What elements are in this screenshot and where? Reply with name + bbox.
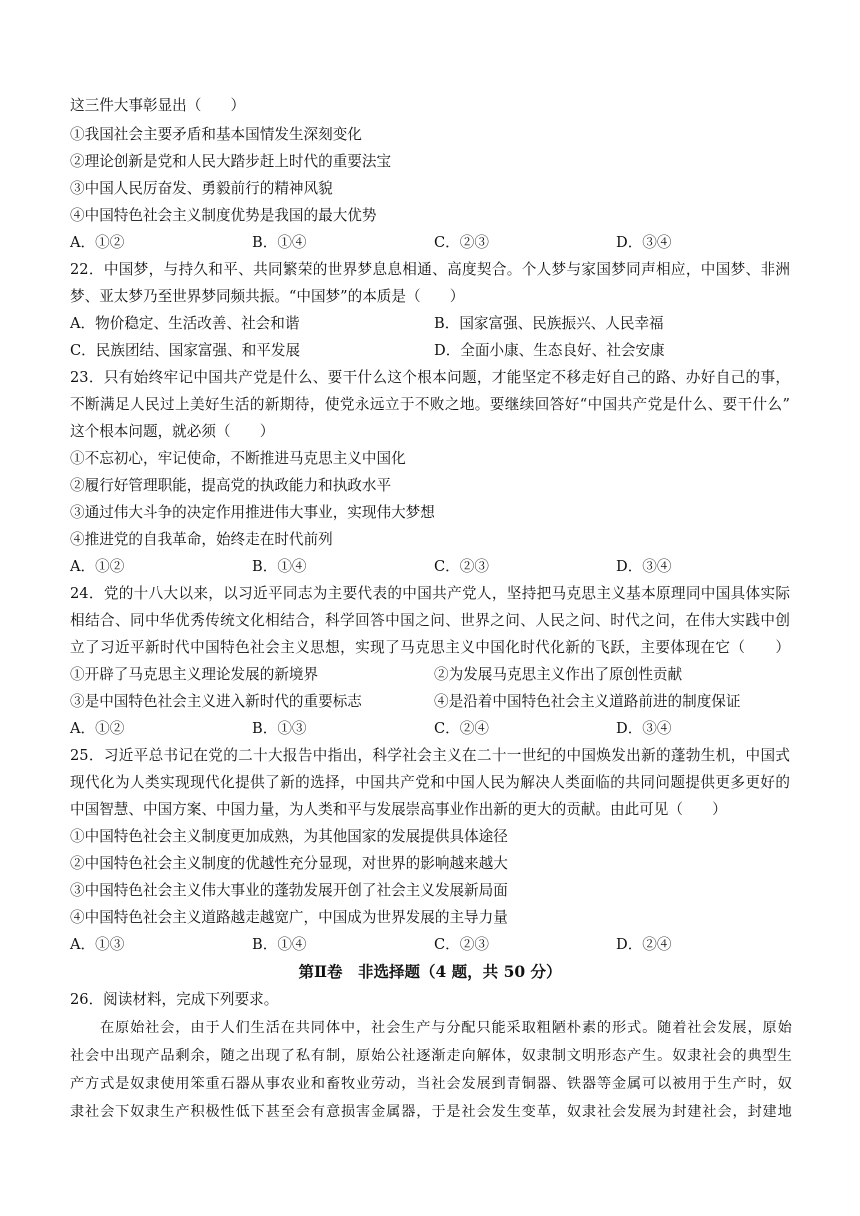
q23-item-4: ④推进党的自我革命，始终走在时代前列 bbox=[70, 531, 333, 548]
q24-stem-line-2: 相结合、同中华优秀传统文化相结合，科学回答中国之问、世界之问、人民之问、时代之问，在伟大实践中创 bbox=[70, 612, 790, 629]
q21-option-a[interactable]: A．①② bbox=[70, 234, 125, 251]
q26-material-line-1: 在原始社会，由于人们生活在共同体中，社会生产与分配只能采取粗陋朴素的形式。随着社会发展，原始 bbox=[100, 1020, 792, 1036]
q22-option-d[interactable]: D．全面小康、生态良好、社会安康 bbox=[434, 342, 665, 359]
q21-item-4: ④中国特色社会主义制度优势是我国的最大优势 bbox=[70, 207, 377, 224]
q23-stem-line-1: 23．只有始终牢记中国共产党是什么、要干什么这个根本问题，才能坚定不移走好自己的路、办好自己的事， bbox=[70, 369, 790, 386]
q25-item-4: ④中国特色社会主义道路越走越宽广，中国成为世界发展的主导力量 bbox=[70, 909, 508, 926]
q25-item-2: ②中国特色社会主义制度的优越性充分显现，对世界的影响越来越大 bbox=[70, 855, 508, 872]
q24-items-row-1 bbox=[70, 665, 830, 685]
q25-option-d[interactable]: D．②④ bbox=[616, 936, 672, 953]
q25-stem-line-3: 中国智慧、中国方案、中国力量，为人类和平与发展崇高事业作出新的更大的贡献。由此可见（ ） bbox=[70, 801, 727, 818]
q25-option-a[interactable]: A．①③ bbox=[70, 936, 125, 953]
q23-item-2: ②履行好管理职能，提高党的执政能力和执政水平 bbox=[70, 477, 392, 494]
q21-option-b[interactable]: B．①④ bbox=[252, 234, 307, 251]
q26-material-line-2: 社会中出现产品剩余，随之出现了私有制，原始公社逐渐走向解体，奴隶制文明形态产生。奴隶社会的典型生 bbox=[70, 1048, 792, 1064]
q25-option-b[interactable]: B．①④ bbox=[252, 936, 307, 953]
q25-option-c[interactable]: C．②③ bbox=[434, 936, 489, 953]
q24-option-b[interactable]: B．①③ bbox=[252, 720, 307, 737]
q23-item-3: ③通过伟大斗争的决定作用推进伟大事业，实现伟大梦想 bbox=[70, 504, 435, 521]
q21-item-2: ②理论创新是党和人民大踏步赶上时代的重要法宝 bbox=[70, 153, 392, 170]
q25-item-1: ①中国特色社会主义制度更加成熟，为其他国家的发展提供具体途径 bbox=[70, 828, 508, 845]
q23-stem-line-3: 这个根本问题，就必须（ ） bbox=[70, 423, 275, 440]
q25-stem-line-2: 现代化为人类实现现代化提供了新的选择，中国共产党和中国人民为解决人类面临的共同问题提供更多更好的 bbox=[70, 774, 790, 791]
q22-option-c[interactable]: C．民族团结、国家富强、和平发展 bbox=[70, 342, 301, 359]
q22-option-a[interactable]: A．物价稳定、生活改善、社会和谐 bbox=[70, 315, 300, 332]
q24-item-3: ③是中国特色社会主义进入新时代的重要标志 bbox=[70, 693, 362, 710]
q24-option-a[interactable]: A．①② bbox=[70, 720, 125, 737]
q24-item-2: ②为发展马克思主义作出了原创性贡献 bbox=[434, 666, 683, 683]
q25-stem-line-1: 25．习近平总书记在党的二十大报告中指出，科学社会主义在二十一世纪的中国焕发出新的蓬勃生机，中国式 bbox=[70, 747, 790, 764]
q24-option-d[interactable]: D．③④ bbox=[616, 720, 672, 737]
q25-options bbox=[70, 935, 830, 955]
q21-item-3: ③中国人民厉奋发、勇毅前行的精神风貌 bbox=[70, 180, 333, 197]
q21-options bbox=[70, 233, 830, 253]
q23-item-1: ①不忘初心，牢记使命，不断推进马克思主义中国化 bbox=[70, 450, 406, 467]
q24-options bbox=[70, 719, 830, 739]
q22-option-b[interactable]: B．国家富强、民族振兴、人民幸福 bbox=[434, 315, 664, 332]
q23-option-b[interactable]: B．①④ bbox=[252, 558, 307, 575]
q24-stem-line-1: 24．党的十八大以来，以习近平同志为主要代表的中国共产党人，坚持把马克思主义基本原理同中国具体实际 bbox=[70, 585, 790, 602]
q22-options-row-2 bbox=[70, 341, 830, 361]
q21-option-d[interactable]: D．③④ bbox=[616, 234, 672, 251]
q26-material-line-4: 隶社会下奴隶生产积极性低下甚至会有意损害金属器，于是社会发生变革，奴隶社会发展为封建社会，封建地 bbox=[70, 1104, 792, 1120]
q21-stem-tail: 这三件大事彰显出（ ） bbox=[70, 97, 246, 114]
q26-material-line-3: 产方式是奴隶使用笨重石器从事农业和畜牧业劳动，当社会发展到青铜器、铁器等金属可以被用于生产时，奴 bbox=[70, 1076, 792, 1092]
q26-stem: 26．阅读材料，完成下列要求。 bbox=[70, 991, 279, 1008]
q23-option-d[interactable]: D．③④ bbox=[616, 558, 672, 575]
q24-stem-line-3: 立了习近平新时代中国特色社会主义思想，实现了马克思主义中国化时代化新的飞跃，主要体现在它（ ） bbox=[70, 639, 790, 656]
q22-stem-line-2: 梦、亚太梦乃至世界梦同频共振。“中国梦”的本质是（ ） bbox=[70, 288, 465, 305]
q23-option-c[interactable]: C．②③ bbox=[434, 558, 489, 575]
q22-stem-line-1: 22．中国梦，与持久和平、共同繁荣的世界梦息息相通、高度契合。个人梦与家国梦同声相应，中国梦、非洲 bbox=[70, 261, 790, 278]
q25-item-3: ③中国特色社会主义伟大事业的蓬勃发展开创了社会主义发展新局面 bbox=[70, 882, 508, 899]
q21-option-c[interactable]: C．②③ bbox=[434, 234, 489, 251]
q23-stem-line-2: 不断满足人民过上美好生活的新期待，使党永远立于不败之地。要继续回答好“中国共产党是什么、要干什么” bbox=[70, 396, 790, 413]
q24-item-1: ①开辟了马克思主义理论发展的新境界 bbox=[70, 666, 319, 683]
q23-option-a[interactable]: A．①② bbox=[70, 558, 125, 575]
q21-item-1: ①我国社会主要矛盾和基本国情发生深刻变化 bbox=[70, 126, 362, 143]
q24-option-c[interactable]: C．②④ bbox=[434, 720, 489, 737]
section-heading: 第Ⅱ卷 非选择题（4 题，共 50 分） bbox=[298, 962, 562, 981]
q24-items-row-2 bbox=[70, 692, 830, 712]
q24-item-4: ④是沿着中国特色社会主义道路前进的制度保证 bbox=[434, 693, 741, 710]
q23-options bbox=[70, 557, 830, 577]
q22-options-row-1 bbox=[70, 314, 830, 334]
